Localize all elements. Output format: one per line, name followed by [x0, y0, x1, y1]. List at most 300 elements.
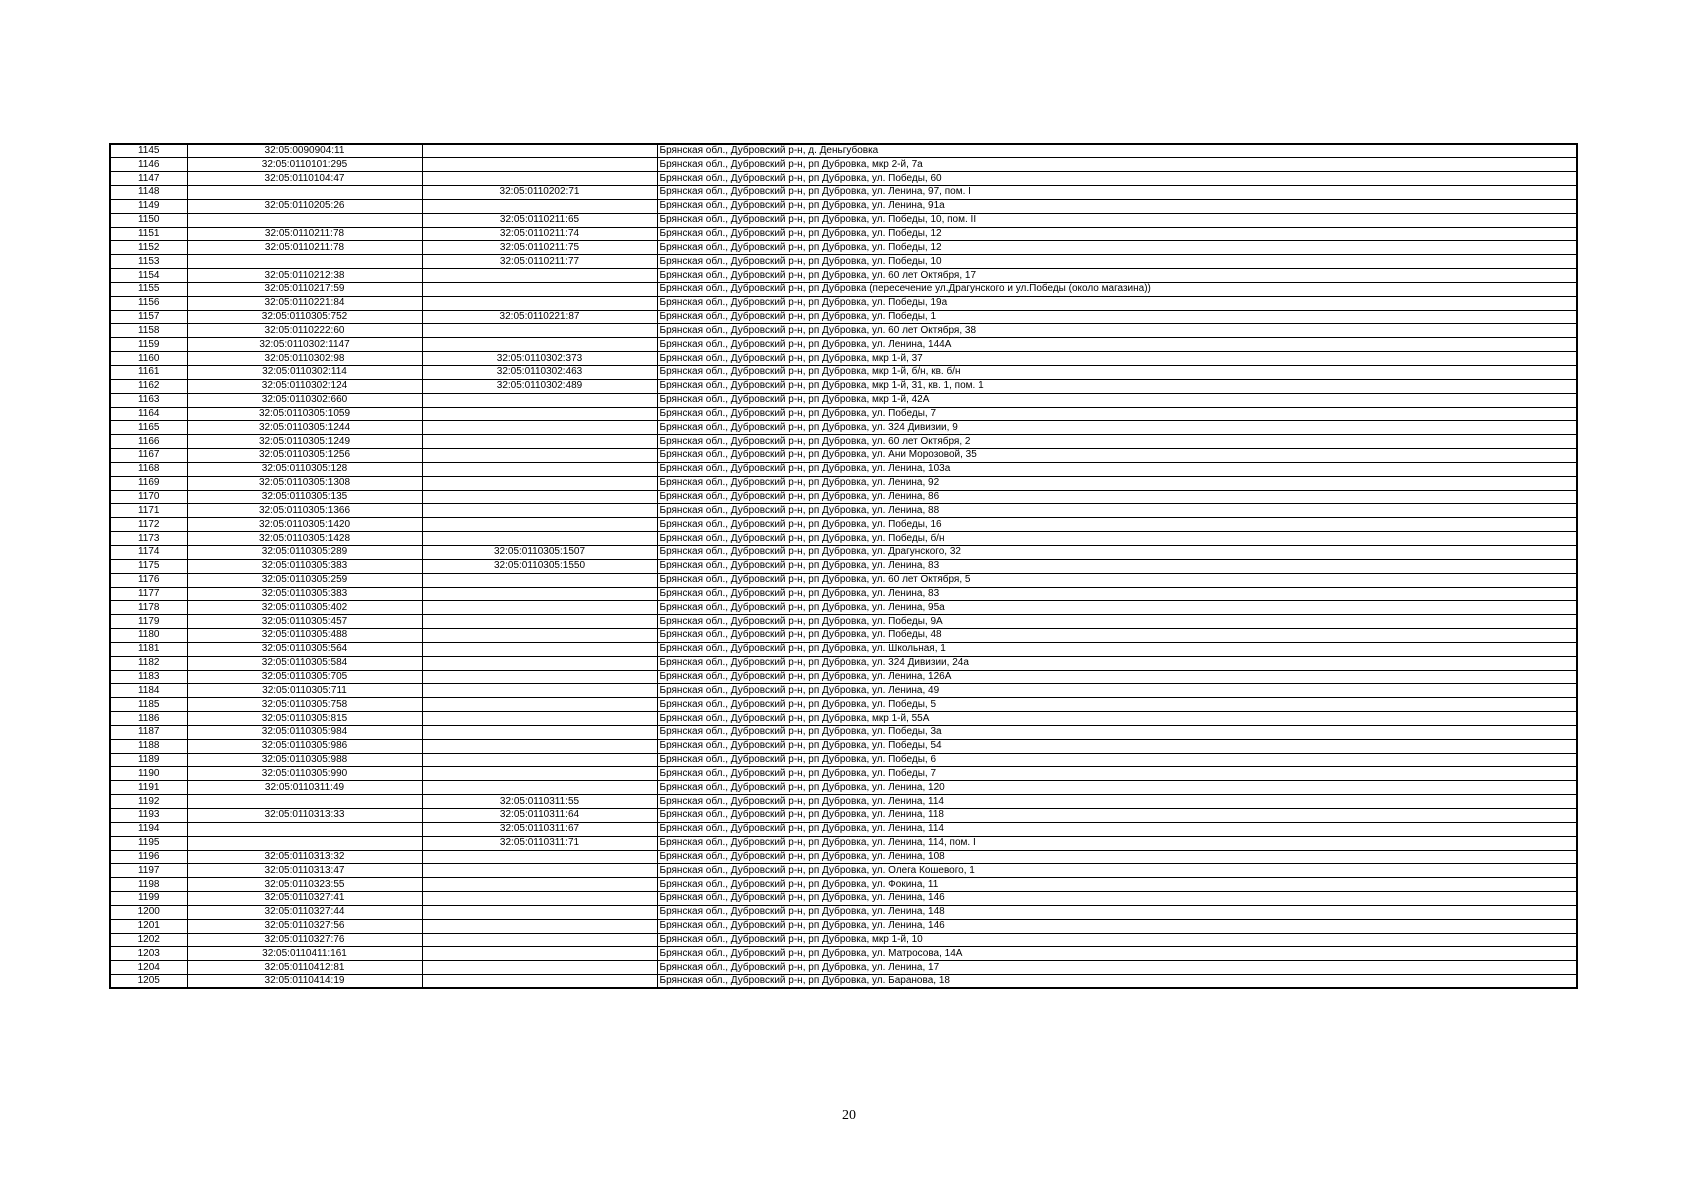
table-row — [110, 393, 1577, 407]
building-cadastral-number-cell — [422, 158, 657, 172]
table-row — [110, 324, 1577, 338]
table-row — [110, 269, 1577, 283]
address-cell: Брянская обл., Дубровский р-н, рп Дубровка, ул. Фокина, 11 — [657, 878, 1577, 892]
row-number-cell: 1155 — [110, 282, 187, 296]
table-row — [110, 767, 1577, 781]
table-row — [110, 518, 1577, 532]
page-number: 20 — [842, 1108, 856, 1123]
building-cadastral-number-cell — [422, 892, 657, 906]
table-row — [110, 698, 1577, 712]
registry-table — [109, 143, 1578, 989]
building-cadastral-number-cell: 32:05:0110202:71 — [422, 186, 657, 200]
table-row — [110, 712, 1577, 726]
building-cadastral-number-cell — [422, 269, 657, 283]
land-cadastral-number-cell: 32:05:0110305:383 — [187, 559, 422, 573]
building-cadastral-number-cell — [422, 961, 657, 975]
table-row — [110, 296, 1577, 310]
building-cadastral-number-cell — [422, 642, 657, 656]
land-cadastral-number-cell: 32:05:0110211:78 — [187, 241, 422, 255]
row-number-cell: 1182 — [110, 656, 187, 670]
land-cadastral-number-cell: 32:05:0110305:1366 — [187, 504, 422, 518]
land-cadastral-number-cell: 32:05:0110221:84 — [187, 296, 422, 310]
table-row — [110, 532, 1577, 546]
land-cadastral-number-cell: 32:05:0110305:128 — [187, 462, 422, 476]
building-cadastral-number-cell: 32:05:0110221:87 — [422, 310, 657, 324]
address-cell: Брянская обл., Дубровский р-н, рп Дубровка, мкр 1-й, 37 — [657, 352, 1577, 366]
address-cell: Брянская обл., Дубровский р-н, д. Деньгубовка — [657, 144, 1577, 158]
row-number-cell: 1170 — [110, 490, 187, 504]
row-number-cell: 1153 — [110, 255, 187, 269]
table-row — [110, 476, 1577, 490]
address-cell: Брянская обл., Дубровский р-н, рп Дубровка, ул. Ленина, 146 — [657, 919, 1577, 933]
land-cadastral-number-cell: 32:05:0110327:76 — [187, 933, 422, 947]
land-cadastral-number-cell: 32:05:0110305:758 — [187, 698, 422, 712]
table-row — [110, 435, 1577, 449]
row-number-cell: 1152 — [110, 241, 187, 255]
address-cell: Брянская обл., Дубровский р-н, рп Дубровка, ул. Ленина, 17 — [657, 961, 1577, 975]
land-cadastral-number-cell: 32:05:0110323:55 — [187, 878, 422, 892]
table-row — [110, 158, 1577, 172]
address-cell: Брянская обл., Дубровский р-н, рп Дубровка, мкр 1-й, 31, кв. 1, пом. 1 — [657, 379, 1577, 393]
building-cadastral-number-cell — [422, 199, 657, 213]
building-cadastral-number-cell — [422, 435, 657, 449]
table-row — [110, 975, 1577, 989]
building-cadastral-number-cell — [422, 975, 657, 989]
address-cell: Брянская обл., Дубровский р-н, рп Дубровка, ул. Баранова, 18 — [657, 975, 1577, 989]
land-cadastral-number-cell: 32:05:0110305:289 — [187, 545, 422, 559]
building-cadastral-number-cell — [422, 144, 657, 158]
building-cadastral-number-cell: 32:05:0110302:373 — [422, 352, 657, 366]
row-number-cell: 1190 — [110, 767, 187, 781]
land-cadastral-number-cell: 32:05:0110305:1308 — [187, 476, 422, 490]
address-cell: Брянская обл., Дубровский р-н, рп Дубровка, ул. Победы, 54 — [657, 739, 1577, 753]
row-number-cell: 1187 — [110, 725, 187, 739]
table-row — [110, 809, 1577, 823]
address-cell: Брянская обл., Дубровский р-н, рп Дубровка, ул. Ленина, 86 — [657, 490, 1577, 504]
table-row — [110, 573, 1577, 587]
building-cadastral-number-cell — [422, 878, 657, 892]
land-cadastral-number-cell: 32:05:0110302:114 — [187, 366, 422, 380]
row-number-cell: 1173 — [110, 532, 187, 546]
table-row — [110, 919, 1577, 933]
building-cadastral-number-cell — [422, 421, 657, 435]
row-number-cell: 1189 — [110, 753, 187, 767]
row-number-cell: 1196 — [110, 850, 187, 864]
row-number-cell: 1148 — [110, 186, 187, 200]
land-cadastral-number-cell: 32:05:0110305:135 — [187, 490, 422, 504]
address-cell: Брянская обл., Дубровский р-н, рп Дубровка, ул. 60 лет Октября, 17 — [657, 269, 1577, 283]
row-number-cell: 1172 — [110, 518, 187, 532]
building-cadastral-number-cell: 32:05:0110302:489 — [422, 379, 657, 393]
building-cadastral-number-cell — [422, 698, 657, 712]
land-cadastral-number-cell: 32:05:0110305:990 — [187, 767, 422, 781]
table-row — [110, 462, 1577, 476]
building-cadastral-number-cell: 32:05:0110302:463 — [422, 366, 657, 380]
land-cadastral-number-cell — [187, 836, 422, 850]
row-number-cell: 1168 — [110, 462, 187, 476]
row-number-cell: 1178 — [110, 601, 187, 615]
table-row — [110, 961, 1577, 975]
address-cell: Брянская обл., Дубровский р-н, рп Дубровка, ул. Ани Морозовой, 35 — [657, 449, 1577, 463]
building-cadastral-number-cell: 32:05:0110211:74 — [422, 227, 657, 241]
row-number-cell: 1166 — [110, 435, 187, 449]
row-number-cell: 1199 — [110, 892, 187, 906]
land-cadastral-number-cell: 32:05:0110305:815 — [187, 712, 422, 726]
address-cell: Брянская обл., Дубровский р-н, рп Дубровка, ул. Победы, 10 — [657, 255, 1577, 269]
land-cadastral-number-cell — [187, 822, 422, 836]
address-cell: Брянская обл., Дубровский р-н, рп Дубровка, ул. Ленина, 88 — [657, 504, 1577, 518]
row-number-cell: 1158 — [110, 324, 187, 338]
land-cadastral-number-cell: 32:05:0090904:11 — [187, 144, 422, 158]
table-row — [110, 366, 1577, 380]
address-cell: Брянская обл., Дубровский р-н, рп Дубровка, ул. 324 Дивизии, 9 — [657, 421, 1577, 435]
row-number-cell: 1162 — [110, 379, 187, 393]
land-cadastral-number-cell: 32:05:0110305:1059 — [187, 407, 422, 421]
land-cadastral-number-cell: 32:05:0110305:705 — [187, 670, 422, 684]
row-number-cell: 1159 — [110, 338, 187, 352]
address-cell: Брянская обл., Дубровский р-н, рп Дубровка, ул. Победы, 7 — [657, 407, 1577, 421]
land-cadastral-number-cell: 32:05:0110327:44 — [187, 905, 422, 919]
land-cadastral-number-cell: 32:05:0110412:81 — [187, 961, 422, 975]
land-cadastral-number-cell: 32:05:0110313:47 — [187, 864, 422, 878]
address-cell: Брянская обл., Дубровский р-н, рп Дубровка, ул. Ленина, 118 — [657, 809, 1577, 823]
table-row — [110, 753, 1577, 767]
table-row — [110, 795, 1577, 809]
table-row — [110, 836, 1577, 850]
address-cell: Брянская обл., Дубровский р-н, рп Дубровка (пересечение ул.Драгунского и ул.Победы (около магазина)) — [657, 282, 1577, 296]
row-number-cell: 1154 — [110, 269, 187, 283]
address-cell: Брянская обл., Дубровский р-н, рп Дубровка, ул. 60 лет Октября, 2 — [657, 435, 1577, 449]
address-cell: Брянская обл., Дубровский р-н, рп Дубровка, ул. Ленина, 126А — [657, 670, 1577, 684]
address-cell: Брянская обл., Дубровский р-н, рп Дубровка, ул. Победы, 3а — [657, 725, 1577, 739]
address-cell: Брянская обл., Дубровский р-н, рп Дубровка, ул. 324 Дивизии, 24а — [657, 656, 1577, 670]
row-number-cell: 1164 — [110, 407, 187, 421]
land-cadastral-number-cell: 32:05:0110305:1256 — [187, 449, 422, 463]
building-cadastral-number-cell: 32:05:0110305:1550 — [422, 559, 657, 573]
building-cadastral-number-cell — [422, 615, 657, 629]
row-number-cell: 1185 — [110, 698, 187, 712]
address-cell: Брянская обл., Дубровский р-н, рп Дубровка, ул. Ленина, 95а — [657, 601, 1577, 615]
address-cell: Брянская обл., Дубровский р-н, рп Дубровка, ул. Ленина, 148 — [657, 905, 1577, 919]
table-row — [110, 656, 1577, 670]
building-cadastral-number-cell — [422, 296, 657, 310]
row-number-cell: 1171 — [110, 504, 187, 518]
address-cell: Брянская обл., Дубровский р-н, рп Дубровка, мкр 1-й, 42А — [657, 393, 1577, 407]
land-cadastral-number-cell: 32:05:0110222:60 — [187, 324, 422, 338]
row-number-cell: 1195 — [110, 836, 187, 850]
row-number-cell: 1175 — [110, 559, 187, 573]
land-cadastral-number-cell: 32:05:0110411:161 — [187, 947, 422, 961]
land-cadastral-number-cell: 32:05:0110305:1420 — [187, 518, 422, 532]
address-cell: Брянская обл., Дубровский р-н, рп Дубровка, мкр 1-й, 55А — [657, 712, 1577, 726]
building-cadastral-number-cell — [422, 864, 657, 878]
row-number-cell: 1146 — [110, 158, 187, 172]
land-cadastral-number-cell: 32:05:0110305:564 — [187, 642, 422, 656]
land-cadastral-number-cell: 32:05:0110101:295 — [187, 158, 422, 172]
land-cadastral-number-cell: 32:05:0110311:49 — [187, 781, 422, 795]
table-row — [110, 449, 1577, 463]
address-cell: Брянская обл., Дубровский р-н, рп Дубровка, ул. Победы, 48 — [657, 629, 1577, 643]
address-cell: Брянская обл., Дубровский р-н, рп Дубровка, ул. 60 лет Октября, 5 — [657, 573, 1577, 587]
address-cell: Брянская обл., Дубровский р-н, рп Дубровка, мкр 1-й, б/н, кв. б/н — [657, 366, 1577, 380]
building-cadastral-number-cell: 32:05:0110211:75 — [422, 241, 657, 255]
table-row — [110, 739, 1577, 753]
row-number-cell: 1194 — [110, 822, 187, 836]
land-cadastral-number-cell: 32:05:0110217:59 — [187, 282, 422, 296]
building-cadastral-number-cell — [422, 629, 657, 643]
address-cell: Брянская обл., Дубровский р-н, рп Дубровка, мкр 1-й, 10 — [657, 933, 1577, 947]
table-row — [110, 864, 1577, 878]
row-number-cell: 1145 — [110, 144, 187, 158]
address-cell: Брянская обл., Дубровский р-н, рп Дубровка, ул. Ленина, 144А — [657, 338, 1577, 352]
row-number-cell: 1174 — [110, 545, 187, 559]
table-row — [110, 822, 1577, 836]
table-row — [110, 310, 1577, 324]
land-cadastral-number-cell: 32:05:0110305:383 — [187, 587, 422, 601]
building-cadastral-number-cell: 32:05:0110211:77 — [422, 255, 657, 269]
land-cadastral-number-cell: 32:05:0110305:457 — [187, 615, 422, 629]
building-cadastral-number-cell: 32:05:0110211:65 — [422, 213, 657, 227]
address-cell: Брянская обл., Дубровский р-н, рп Дубровка, ул. Ленина, 114, пом. I — [657, 836, 1577, 850]
land-cadastral-number-cell — [187, 213, 422, 227]
table-row — [110, 601, 1577, 615]
land-cadastral-number-cell: 32:05:0110305:259 — [187, 573, 422, 587]
land-cadastral-number-cell: 32:05:0110305:711 — [187, 684, 422, 698]
row-number-cell: 1169 — [110, 476, 187, 490]
building-cadastral-number-cell — [422, 712, 657, 726]
address-cell: Брянская обл., Дубровский р-н, рп Дубровка, ул. Победы, 10, пом. II — [657, 213, 1577, 227]
land-cadastral-number-cell — [187, 795, 422, 809]
row-number-cell: 1156 — [110, 296, 187, 310]
building-cadastral-number-cell — [422, 933, 657, 947]
table-row — [110, 213, 1577, 227]
table-row — [110, 892, 1577, 906]
address-cell: Брянская обл., Дубровский р-н, рп Дубровка, ул. Ленина, 103а — [657, 462, 1577, 476]
building-cadastral-number-cell: 32:05:0110311:55 — [422, 795, 657, 809]
row-number-cell: 1192 — [110, 795, 187, 809]
building-cadastral-number-cell — [422, 407, 657, 421]
table-row — [110, 642, 1577, 656]
building-cadastral-number-cell: 32:05:0110311:67 — [422, 822, 657, 836]
table-row — [110, 670, 1577, 684]
land-cadastral-number-cell: 32:05:0110302:660 — [187, 393, 422, 407]
row-number-cell: 1197 — [110, 864, 187, 878]
building-cadastral-number-cell — [422, 905, 657, 919]
table-row — [110, 504, 1577, 518]
table-row — [110, 282, 1577, 296]
address-cell: Брянская обл., Дубровский р-н, рп Дубровка, ул. Ленина, 92 — [657, 476, 1577, 490]
building-cadastral-number-cell — [422, 532, 657, 546]
table-row — [110, 545, 1577, 559]
address-cell: Брянская обл., Дубровский р-н, рп Дубровка, ул. Ленина, 114 — [657, 795, 1577, 809]
address-cell: Брянская обл., Дубровский р-н, рп Дубровка, ул. Ленина, 108 — [657, 850, 1577, 864]
address-cell: Брянская обл., Дубровский р-н, рп Дубровка, ул. Ленина, 91а — [657, 199, 1577, 213]
row-number-cell: 1157 — [110, 310, 187, 324]
address-cell: Брянская обл., Дубровский р-н, рп Дубровка, ул. Ленина, 97, пом. I — [657, 186, 1577, 200]
table-row — [110, 629, 1577, 643]
land-cadastral-number-cell: 32:05:0110305:752 — [187, 310, 422, 324]
land-cadastral-number-cell — [187, 255, 422, 269]
address-cell: Брянская обл., Дубровский р-н, рп Дубровка, ул. Победы, 6 — [657, 753, 1577, 767]
table-row — [110, 352, 1577, 366]
row-number-cell: 1149 — [110, 199, 187, 213]
building-cadastral-number-cell — [422, 725, 657, 739]
table-row — [110, 186, 1577, 200]
address-cell: Брянская обл., Дубровский р-н, рп Дубровка, ул. Ленина, 120 — [657, 781, 1577, 795]
building-cadastral-number-cell: 32:05:0110311:64 — [422, 809, 657, 823]
row-number-cell: 1201 — [110, 919, 187, 933]
address-cell: Брянская обл., Дубровский р-н, рп Дубровка, ул. Победы, б/н — [657, 532, 1577, 546]
row-number-cell: 1186 — [110, 712, 187, 726]
row-number-cell: 1202 — [110, 933, 187, 947]
building-cadastral-number-cell — [422, 850, 657, 864]
table-row — [110, 490, 1577, 504]
row-number-cell: 1200 — [110, 905, 187, 919]
table-row — [110, 684, 1577, 698]
table-row — [110, 850, 1577, 864]
table-row — [110, 338, 1577, 352]
row-number-cell: 1176 — [110, 573, 187, 587]
table-row — [110, 255, 1577, 269]
building-cadastral-number-cell — [422, 490, 657, 504]
building-cadastral-number-cell: 32:05:0110311:71 — [422, 836, 657, 850]
row-number-cell: 1181 — [110, 642, 187, 656]
row-number-cell: 1177 — [110, 587, 187, 601]
row-number-cell: 1150 — [110, 213, 187, 227]
land-cadastral-number-cell: 32:05:0110327:56 — [187, 919, 422, 933]
registry-table-body — [110, 144, 1577, 988]
table-row — [110, 587, 1577, 601]
table-row — [110, 947, 1577, 961]
address-cell: Брянская обл., Дубровский р-н, рп Дубровка, ул. Олега Кошевого, 1 — [657, 864, 1577, 878]
building-cadastral-number-cell — [422, 338, 657, 352]
table-row — [110, 615, 1577, 629]
land-cadastral-number-cell: 32:05:0110305:1428 — [187, 532, 422, 546]
table-row — [110, 144, 1577, 158]
land-cadastral-number-cell: 32:05:0110305:1244 — [187, 421, 422, 435]
address-cell: Брянская обл., Дубровский р-н, рп Дубровка, ул. Победы, 5 — [657, 698, 1577, 712]
table-row — [110, 421, 1577, 435]
table-row — [110, 781, 1577, 795]
table-row — [110, 905, 1577, 919]
land-cadastral-number-cell: 32:05:0110212:38 — [187, 269, 422, 283]
address-cell: Брянская обл., Дубровский р-н, рп Дубровка, ул. Ленина, 146 — [657, 892, 1577, 906]
table-row — [110, 725, 1577, 739]
building-cadastral-number-cell — [422, 919, 657, 933]
table-row — [110, 241, 1577, 255]
land-cadastral-number-cell: 32:05:0110302:124 — [187, 379, 422, 393]
address-cell: Брянская обл., Дубровский р-н, рп Дубровка, ул. Победы, 19а — [657, 296, 1577, 310]
building-cadastral-number-cell — [422, 518, 657, 532]
land-cadastral-number-cell: 32:05:0110104:47 — [187, 172, 422, 186]
row-number-cell: 1198 — [110, 878, 187, 892]
row-number-cell: 1180 — [110, 629, 187, 643]
row-number-cell: 1161 — [110, 366, 187, 380]
land-cadastral-number-cell: 32:05:0110305:488 — [187, 629, 422, 643]
land-cadastral-number-cell: 32:05:0110313:33 — [187, 809, 422, 823]
building-cadastral-number-cell — [422, 781, 657, 795]
building-cadastral-number-cell — [422, 767, 657, 781]
address-cell: Брянская обл., Дубровский р-н, рп Дубровка, ул. Победы, 16 — [657, 518, 1577, 532]
land-cadastral-number-cell: 32:05:0110211:78 — [187, 227, 422, 241]
row-number-cell: 1165 — [110, 421, 187, 435]
land-cadastral-number-cell: 32:05:0110327:41 — [187, 892, 422, 906]
address-cell: Брянская обл., Дубровский р-н, рп Дубровка, ул. Ленина, 83 — [657, 587, 1577, 601]
building-cadastral-number-cell — [422, 504, 657, 518]
building-cadastral-number-cell — [422, 282, 657, 296]
row-number-cell: 1205 — [110, 975, 187, 989]
land-cadastral-number-cell: 32:05:0110305:986 — [187, 739, 422, 753]
land-cadastral-number-cell: 32:05:0110302:98 — [187, 352, 422, 366]
address-cell: Брянская обл., Дубровский р-н, рп Дубровка, мкр 2-й, 7а — [657, 158, 1577, 172]
row-number-cell: 1179 — [110, 615, 187, 629]
building-cadastral-number-cell — [422, 476, 657, 490]
table-row — [110, 172, 1577, 186]
table-row — [110, 379, 1577, 393]
address-cell: Брянская обл., Дубровский р-н, рп Дубровка, ул. Школьная, 1 — [657, 642, 1577, 656]
address-cell: Брянская обл., Дубровский р-н, рп Дубровка, ул. Ленина, 49 — [657, 684, 1577, 698]
building-cadastral-number-cell — [422, 656, 657, 670]
address-cell: Брянская обл., Дубровский р-н, рп Дубровка, ул. Победы, 60 — [657, 172, 1577, 186]
address-cell: Брянская обл., Дубровский р-н, рп Дубровка, ул. Победы, 12 — [657, 241, 1577, 255]
land-cadastral-number-cell: 32:05:0110305:1249 — [187, 435, 422, 449]
address-cell: Брянская обл., Дубровский р-н, рп Дубровка, ул. Победы, 7 — [657, 767, 1577, 781]
building-cadastral-number-cell — [422, 739, 657, 753]
table-row — [110, 407, 1577, 421]
row-number-cell: 1147 — [110, 172, 187, 186]
land-cadastral-number-cell: 32:05:0110305:584 — [187, 656, 422, 670]
row-number-cell: 1193 — [110, 809, 187, 823]
land-cadastral-number-cell — [187, 186, 422, 200]
land-cadastral-number-cell: 32:05:0110305:988 — [187, 753, 422, 767]
building-cadastral-number-cell: 32:05:0110305:1507 — [422, 545, 657, 559]
building-cadastral-number-cell — [422, 587, 657, 601]
building-cadastral-number-cell — [422, 753, 657, 767]
row-number-cell: 1151 — [110, 227, 187, 241]
address-cell: Брянская обл., Дубровский р-н, рп Дубровка, ул. Ленина, 114 — [657, 822, 1577, 836]
building-cadastral-number-cell — [422, 601, 657, 615]
land-cadastral-number-cell: 32:05:0110414:19 — [187, 975, 422, 989]
row-number-cell: 1204 — [110, 961, 187, 975]
table-row — [110, 878, 1577, 892]
building-cadastral-number-cell — [422, 324, 657, 338]
row-number-cell: 1203 — [110, 947, 187, 961]
row-number-cell: 1167 — [110, 449, 187, 463]
building-cadastral-number-cell — [422, 684, 657, 698]
land-cadastral-number-cell: 32:05:0110313:32 — [187, 850, 422, 864]
building-cadastral-number-cell — [422, 670, 657, 684]
row-number-cell: 1163 — [110, 393, 187, 407]
building-cadastral-number-cell — [422, 462, 657, 476]
address-cell: Брянская обл., Дубровский р-н, рп Дубровка, ул. Драгунского, 32 — [657, 545, 1577, 559]
address-cell: Брянская обл., Дубровский р-н, рп Дубровка, ул. Победы, 12 — [657, 227, 1577, 241]
address-cell: Брянская обл., Дубровский р-н, рп Дубровка, ул. Победы, 9А — [657, 615, 1577, 629]
row-number-cell: 1160 — [110, 352, 187, 366]
table-row — [110, 933, 1577, 947]
row-number-cell: 1184 — [110, 684, 187, 698]
address-cell: Брянская обл., Дубровский р-н, рп Дубровка, ул. Ленина, 83 — [657, 559, 1577, 573]
building-cadastral-number-cell — [422, 449, 657, 463]
land-cadastral-number-cell: 32:05:0110302:1147 — [187, 338, 422, 352]
row-number-cell: 1188 — [110, 739, 187, 753]
land-cadastral-number-cell: 32:05:0110205:26 — [187, 199, 422, 213]
building-cadastral-number-cell — [422, 393, 657, 407]
building-cadastral-number-cell — [422, 573, 657, 587]
building-cadastral-number-cell — [422, 172, 657, 186]
table-row — [110, 227, 1577, 241]
row-number-cell: 1191 — [110, 781, 187, 795]
address-cell: Брянская обл., Дубровский р-н, рп Дубровка, ул. Победы, 1 — [657, 310, 1577, 324]
